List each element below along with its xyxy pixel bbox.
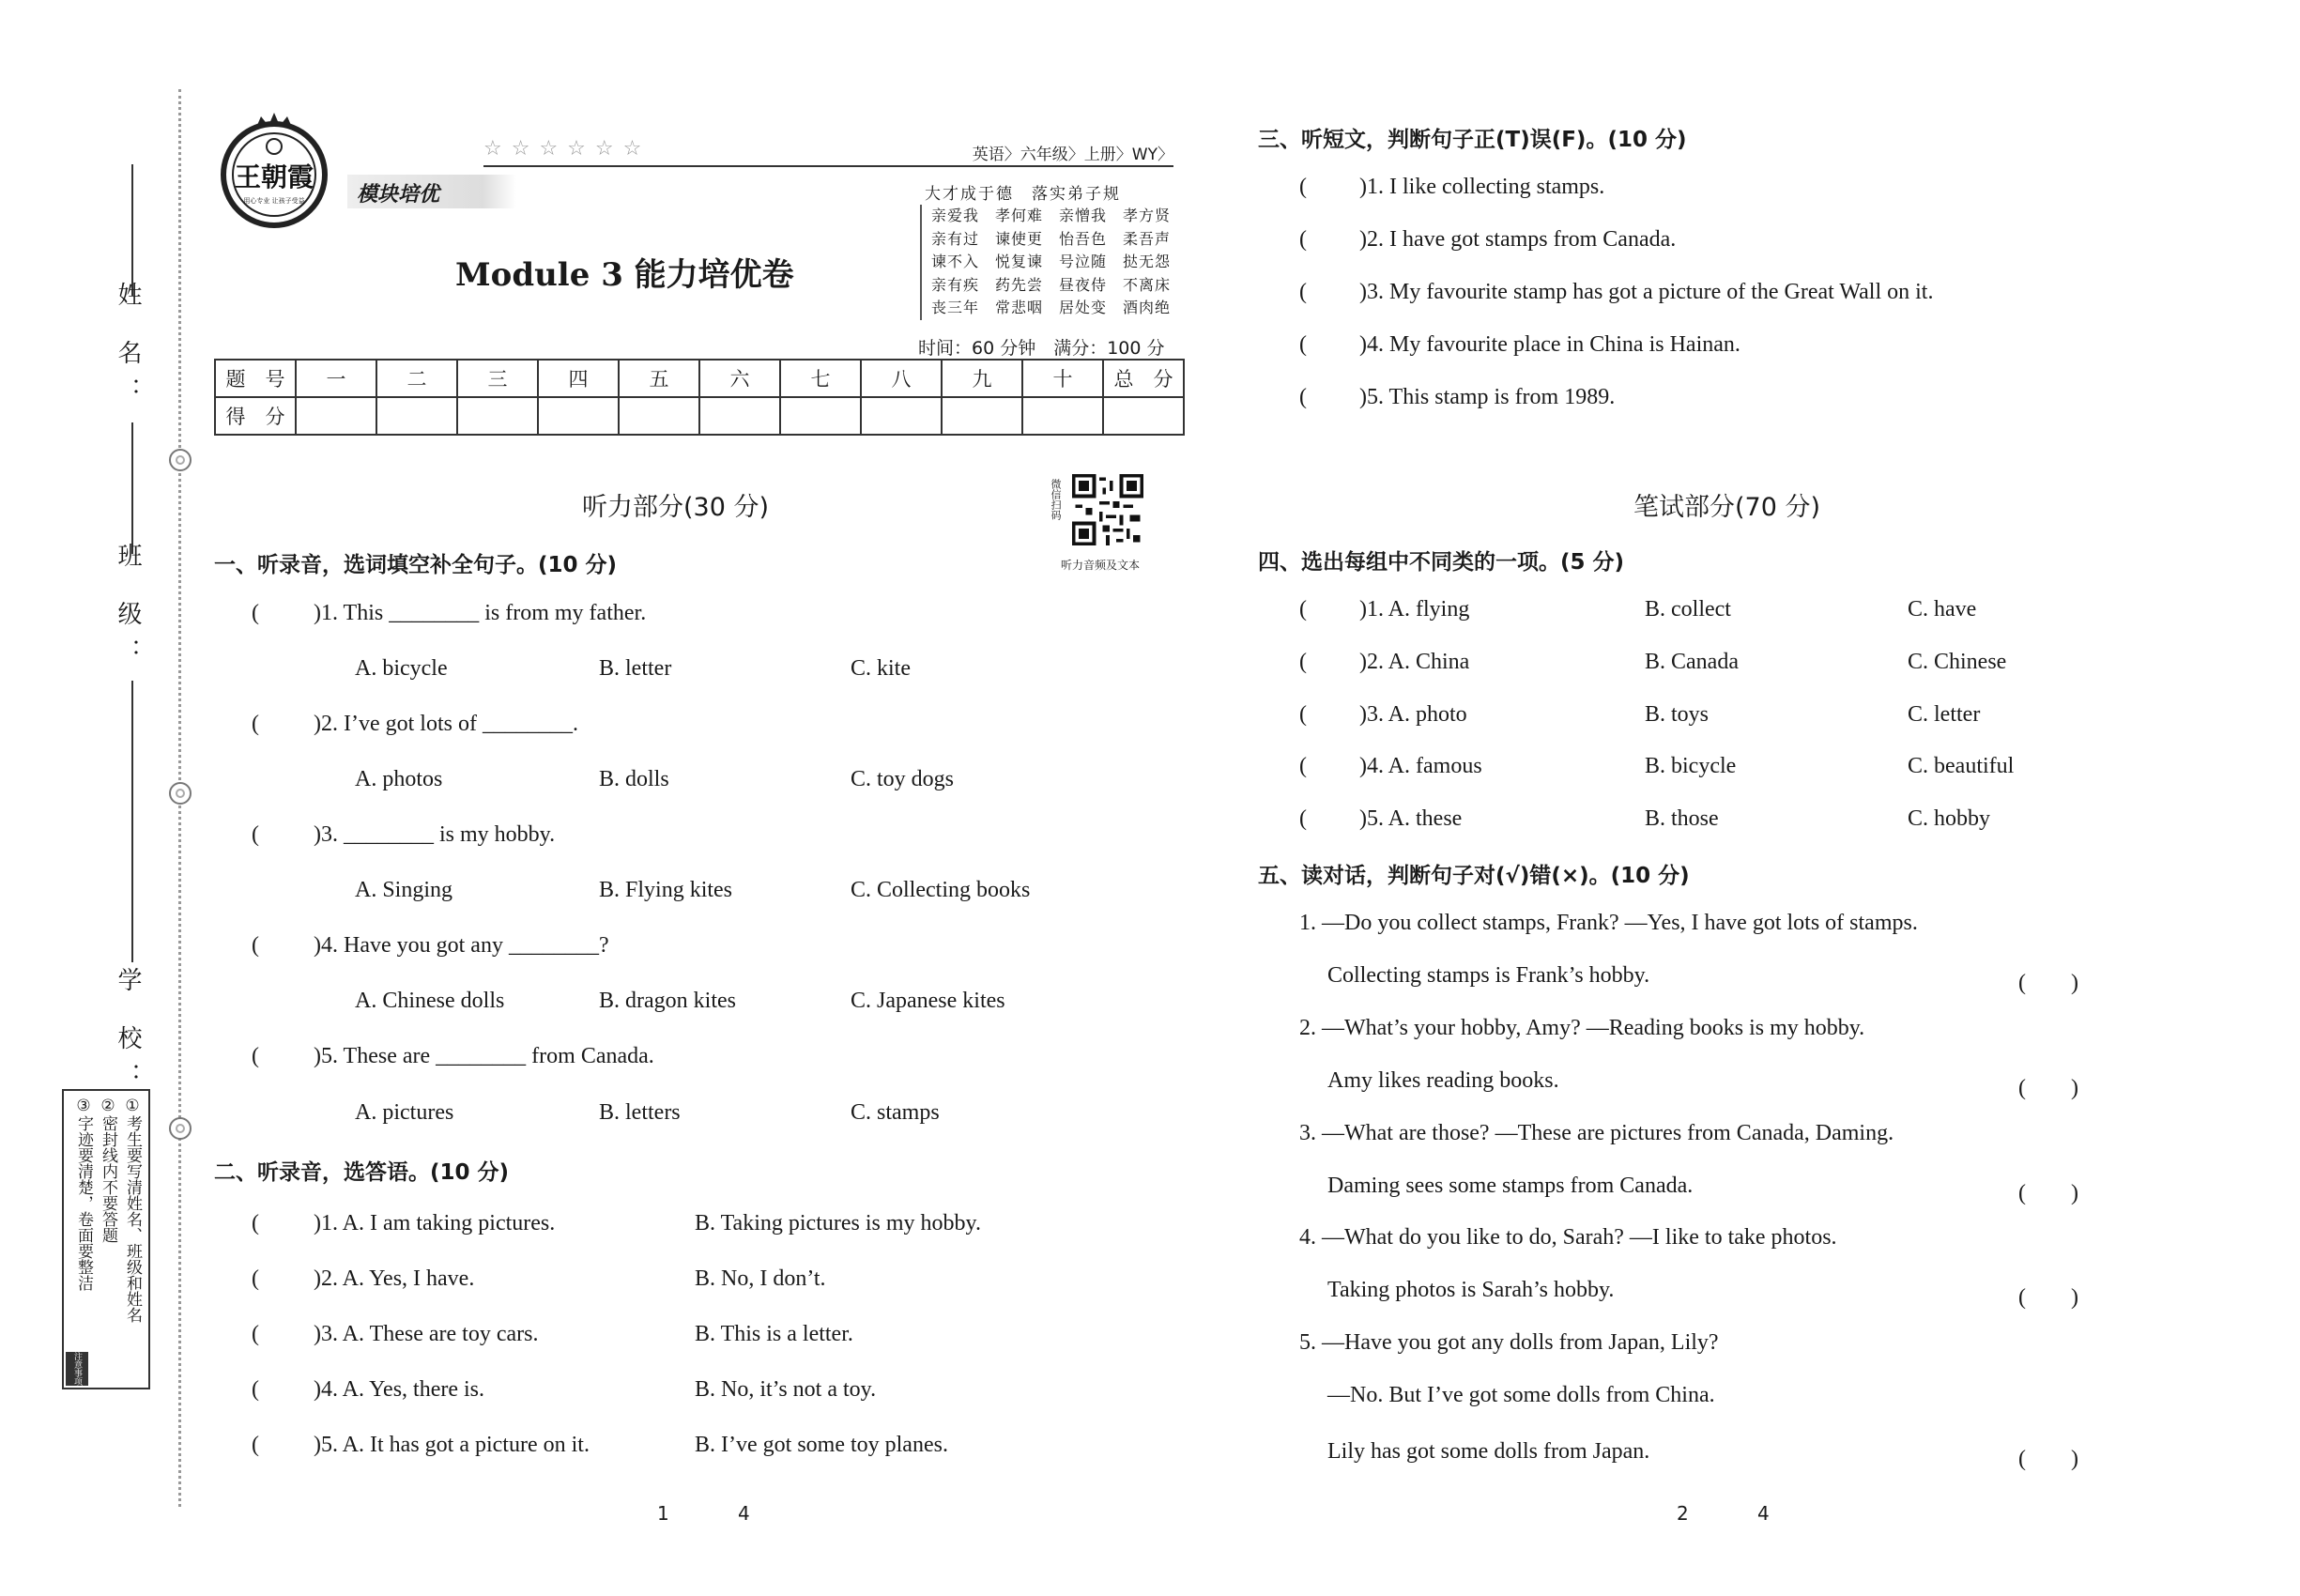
table-header-cell: 题 号: [215, 360, 296, 397]
statement: )2. I have got stamps from Canada.: [1359, 227, 1677, 252]
class-label: 班 级：: [114, 543, 142, 677]
answer-paren[interactable]: (: [1299, 385, 1307, 409]
option-c: C. hobby: [1908, 806, 1991, 831]
notice-tag: 注意事项: [66, 1352, 88, 1386]
score-cell[interactable]: [538, 397, 619, 435]
option-a: )5. A. these: [1359, 806, 1463, 831]
table-header-cell: 十: [1022, 360, 1103, 397]
table-header-cell: 四: [538, 360, 619, 397]
score-cell[interactable]: [699, 397, 780, 435]
page-total: 4: [1757, 1502, 1770, 1525]
statement: )5. This stamp is from 1989.: [1359, 385, 1616, 409]
school-write-line: [131, 681, 133, 962]
notice-1: ①考生要写清姓名、班级和姓名: [123, 1097, 142, 1323]
class-write-line: [131, 422, 133, 554]
answer-paren[interactable]: (: [1299, 754, 1307, 778]
option-a: A. Chinese dolls: [355, 989, 505, 1013]
page-number: 2: [1677, 1502, 1689, 1525]
option-c: C. beautiful: [1908, 754, 2015, 778]
brand-slogan: 用心专业 让孩子受益: [243, 197, 305, 205]
qr-side-label: 微信扫码: [1050, 479, 1062, 520]
answer-paren[interactable]: (: [1299, 175, 1307, 199]
answer-paren[interactable]: (: [1299, 806, 1307, 831]
table-header-cell: 总 分: [1103, 360, 1184, 397]
option-a: )4. A. famous: [1359, 754, 1482, 778]
score-cell[interactable]: [1103, 397, 1184, 435]
qr-code-icon[interactable]: [1072, 474, 1143, 545]
option-c: C. Collecting books: [851, 878, 1031, 902]
option-a: )2. A. China: [1359, 650, 1470, 674]
poem-line: 丧三年 常悲咽 居处变 酒肉绝: [931, 299, 1172, 316]
option-b: B. This is a letter.: [695, 1322, 853, 1346]
answer-paren[interactable]: (: [1299, 227, 1307, 252]
option-b: B. toys: [1645, 702, 1710, 727]
answer-paren[interactable]: (: [1299, 650, 1307, 674]
option-c: C. Japanese kites: [851, 989, 1005, 1013]
poem-line: 亲有疾 药先尝 昼夜侍 不离床: [931, 275, 1172, 294]
statement: Taking photos is Sarah’s hobby.: [1327, 1278, 1615, 1302]
table-header-cell: 二: [376, 360, 457, 397]
option-a: A. Singing: [355, 878, 453, 902]
table-header-cell: 一: [296, 360, 376, 397]
answer-paren[interactable]: (: [1299, 597, 1307, 622]
time-and-score-info: 时间：60 分钟 满分：100 分: [918, 338, 1165, 359]
option-a: A. bicycle: [355, 656, 448, 681]
statement: )1. I like collecting stamps.: [1359, 175, 1605, 199]
question-stem: )3. ________ is my hobby.: [314, 822, 556, 847]
option-a: )5. A. It has got a picture on it.: [314, 1433, 590, 1457]
option-b: B. letters: [599, 1100, 681, 1125]
notice-2: ②密封线内不要答题: [99, 1097, 117, 1243]
statement: )3. My favourite stamp has got a picture of the Great Wall on it.: [1359, 280, 1934, 304]
score-cell[interactable]: [376, 397, 457, 435]
option-b: B. dolls: [599, 767, 669, 791]
score-table-header-row: [215, 360, 1184, 397]
answer-paren[interactable]: (: [252, 601, 259, 625]
header-rule: [483, 165, 1173, 167]
option-b: B. collect: [1645, 597, 1731, 622]
dialogue-line: 5. —Have you got any dolls from Japan, Lily?: [1299, 1330, 1719, 1355]
score-cell[interactable]: [457, 397, 538, 435]
option-c: C. Chinese: [1908, 650, 2007, 674]
table-header-cell: 三: [457, 360, 538, 397]
poem-line: 亲爱我 孝何难 亲憎我 孝方贤: [931, 207, 1172, 224]
question-stem: )4. Have you got any ________?: [314, 933, 609, 958]
option-b: B. those: [1645, 806, 1719, 831]
statement: Amy likes reading books.: [1327, 1068, 1559, 1093]
brand-text: 王朝霞: [234, 161, 314, 192]
question-stem: )1. This ________ is from my father.: [314, 601, 647, 625]
dialogue-line: 2. —What’s your hobby, Amy? —Reading books is my hobby.: [1299, 1016, 1865, 1040]
page-number: 1: [657, 1502, 669, 1525]
poem-line: 亲有过 谏使更 怡吾色 柔吾声: [931, 229, 1172, 248]
question-stem: )5. These are ________ from Canada.: [314, 1044, 654, 1068]
table-header-cell: 九: [942, 360, 1022, 397]
option-c: C. letter: [1908, 702, 1981, 727]
option-b: B. Canada: [1645, 650, 1739, 674]
dialogue-line: —No. But I’ve got some dolls from China.: [1327, 1383, 1715, 1407]
score-table: [214, 359, 1185, 436]
answer-paren[interactable]: (: [252, 933, 259, 958]
statement: Lily has got some dolls from Japan.: [1327, 1439, 1650, 1464]
answer-paren[interactable]: (: [252, 1377, 259, 1402]
difficulty-stars: ☆☆☆☆☆☆: [483, 137, 652, 161]
option-b: B. bicycle: [1645, 754, 1737, 778]
statement: )4. My favourite place in China is Hainan.: [1359, 332, 1740, 357]
statement: Daming sees some stamps from Canada.: [1327, 1174, 1694, 1198]
motto: 大才成于德 落实弟子规: [925, 185, 1121, 204]
score-cell[interactable]: [1022, 397, 1103, 435]
answer-paren[interactable]: (: [252, 822, 259, 847]
answer-paren[interactable]: (: [252, 712, 259, 736]
answer-paren[interactable]: (: [252, 1211, 259, 1235]
score-cell[interactable]: [861, 397, 942, 435]
section-2-title: 二、听录音，选答语。(10 分): [214, 1160, 510, 1185]
option-a: )3. A. photo: [1359, 702, 1467, 727]
listening-part-title: 听力部分(30 分): [582, 493, 770, 522]
answer-paren[interactable]: ( ): [2018, 1285, 2078, 1310]
section-4-title: 四、选出每组中不同类的一项。(5 分): [1258, 550, 1625, 575]
poem-block: [920, 205, 1185, 320]
binding-hole: [169, 1117, 192, 1140]
dialogue-line: 3. —What are those? —These are pictures from Canada, Daming.: [1299, 1121, 1894, 1145]
answer-paren[interactable]: (: [252, 1322, 259, 1346]
option-b: B. Flying kites: [599, 878, 733, 902]
option-b: B. letter: [599, 656, 672, 681]
answer-paren[interactable]: ( ): [2018, 1181, 2078, 1205]
answer-paren[interactable]: (: [1299, 280, 1307, 304]
question-stem: )2. I’ve got lots of ________.: [314, 712, 578, 736]
option-c: C. stamps: [851, 1100, 940, 1125]
school-label: 学 校：: [114, 967, 142, 1101]
name-write-line: [131, 164, 133, 296]
answer-paren[interactable]: (: [252, 1266, 259, 1291]
option-a: )1. A. flying: [1359, 597, 1470, 622]
answer-paren[interactable]: (: [252, 1433, 259, 1457]
option-a: )1. A. I am taking pictures.: [314, 1211, 556, 1235]
answer-paren[interactable]: ( ): [2018, 1076, 2078, 1100]
page-title: Module 3 能力培优卷: [455, 256, 794, 294]
table-header-cell: 七: [780, 360, 861, 397]
binding-hole: [169, 449, 192, 471]
table-header-cell: 八: [861, 360, 942, 397]
option-c: C. toy dogs: [851, 767, 955, 791]
section-5-title: 五、读对话，判断句子对(√)错(×)。(10 分): [1258, 864, 1690, 888]
option-b: B. Taking pictures is my hobby.: [695, 1211, 981, 1235]
section-3-title: 三、听短文，判断句子正(T)误(F)。(10 分): [1258, 128, 1687, 152]
section-1-title: 一、听录音，选词填空补全句子。(10 分): [214, 553, 618, 577]
option-a: A. photos: [355, 767, 443, 791]
answer-paren[interactable]: ( ): [2018, 971, 2078, 995]
score-cell[interactable]: [942, 397, 1022, 435]
table-header-cell: 六: [699, 360, 780, 397]
binding-hole: [169, 782, 192, 805]
score-cell[interactable]: [296, 397, 376, 435]
poem-line: 谏不入 悦复谏 号泣随 挞无怨: [931, 253, 1172, 270]
table-header-cell: 五: [619, 360, 699, 397]
score-cell[interactable]: [780, 397, 861, 435]
statement: Collecting stamps is Frank’s hobby.: [1327, 963, 1650, 988]
dialogue-line: 4. —What do you like to do, Sarah? —I like to take photos.: [1299, 1225, 1837, 1250]
answer-paren[interactable]: (: [252, 1044, 259, 1068]
brand-logo: [214, 109, 334, 229]
option-c: C. have: [1908, 597, 1977, 622]
option-b: B. I’ve got some toy planes.: [695, 1433, 948, 1457]
option-a: )4. A. Yes, there is.: [314, 1377, 485, 1402]
table-row-label: 得 分: [215, 397, 296, 435]
qr-caption: 听力音频及文本: [1061, 559, 1141, 572]
banner-label: 模块培优: [357, 183, 440, 207]
dialogue-line: 1. —Do you collect stamps, Frank? —Yes, I have got lots of stamps.: [1299, 911, 1918, 935]
option-b: B. No, it’s not a toy.: [695, 1377, 877, 1402]
answer-paren[interactable]: (: [1299, 702, 1307, 727]
subject-tags: 英语〉六年级〉上册〉WY〉: [972, 146, 1173, 164]
option-b: B. No, I don’t.: [695, 1266, 826, 1291]
score-table-score-row: [215, 397, 1184, 435]
option-a: )2. A. Yes, I have.: [314, 1266, 475, 1291]
option-a: A. pictures: [355, 1100, 454, 1125]
name-label: 姓 名：: [114, 282, 142, 416]
option-c: C. kite: [851, 656, 911, 681]
score-cell[interactable]: [619, 397, 699, 435]
option-b: B. dragon kites: [599, 989, 736, 1013]
answer-paren[interactable]: (: [1299, 332, 1307, 357]
writing-part-title: 笔试部分(70 分): [1633, 493, 1821, 522]
notice-3: ③字迹要清楚，卷面要整洁: [74, 1097, 93, 1291]
page-total: 4: [738, 1502, 750, 1525]
answer-paren[interactable]: ( ): [2018, 1447, 2078, 1471]
option-a: )3. A. These are toy cars.: [314, 1322, 539, 1346]
